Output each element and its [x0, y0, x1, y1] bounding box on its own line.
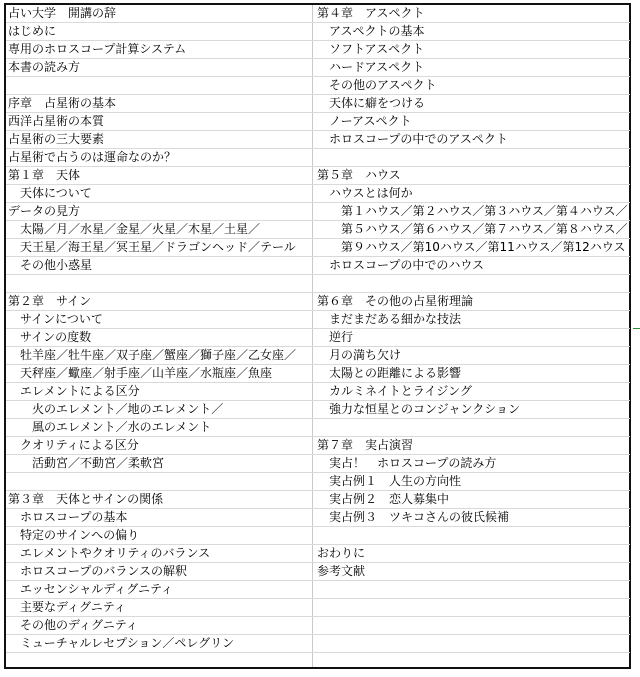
cell-right[interactable]: 天体に癖をつける [329, 96, 426, 110]
table-row [6, 77, 630, 95]
cell-left[interactable]: その他のディグニティ [20, 618, 138, 632]
cell-right[interactable]: 太陽との距離による影響 [329, 366, 462, 380]
table-row [6, 239, 630, 257]
cell-left[interactable]: エッセンシャルディグニティ [20, 582, 174, 596]
cell-left[interactable]: 火のエレメント／地のエレメント／ [32, 402, 224, 416]
cell-left[interactable]: 占星術の三大要素 [8, 132, 105, 146]
cell-left[interactable]: 特定のサインへの偏り [20, 528, 140, 542]
cell-right[interactable] [317, 527, 629, 544]
table-row [6, 113, 630, 131]
table-row [6, 617, 630, 635]
cell-right[interactable] [317, 581, 629, 598]
table-row [6, 185, 630, 203]
cell-left[interactable]: クオリティによる区分 [20, 438, 139, 452]
table-row [6, 365, 630, 383]
table-row [6, 545, 630, 563]
cell-left[interactable]: 第２章 サイン [8, 294, 92, 308]
table-row [6, 149, 630, 167]
cell-right[interactable] [317, 149, 629, 166]
cell-right[interactable]: 実占例３ ツキコさんの彼氏候補 [329, 510, 510, 524]
cell-left[interactable]: その他小惑星 [20, 258, 93, 272]
table-row [6, 95, 630, 113]
cell-left[interactable]: サインについて [20, 312, 103, 326]
cell-left[interactable]: 占星術で占うのは運命なのか？ [8, 150, 177, 164]
cell-right[interactable]: 第１ハウス／第２ハウス／第３ハウス／第４ハウス／ [341, 204, 628, 218]
cell-left[interactable]: 天体について [20, 186, 92, 200]
cell-right[interactable]: 第５章 ハウス [317, 168, 401, 182]
cell-left[interactable]: 西洋占星術の本質 [8, 114, 105, 128]
table-row [6, 599, 630, 617]
table-row [6, 509, 630, 527]
table-row [6, 329, 630, 347]
table-row [6, 563, 630, 581]
cell-right[interactable]: 月の満ち欠け [329, 348, 402, 362]
cell-left[interactable]: ホロスコープのバランスの解釈 [20, 564, 188, 578]
table-row [6, 221, 630, 239]
cell-right[interactable]: 第９ハウス／第10ハウス／第11ハウス／第12ハウス [341, 240, 626, 254]
table-row [6, 131, 630, 149]
cell-left[interactable]: 主要なディグニティ [20, 600, 126, 614]
table-row [6, 581, 630, 599]
cell-right[interactable]: まだまだある細かな技法 [329, 312, 462, 326]
table-row [6, 383, 630, 401]
table-row [6, 455, 630, 473]
table-row [6, 347, 630, 365]
cell-left[interactable]: 専用のホロスコープ計算システム [8, 42, 187, 56]
table-row [6, 23, 630, 41]
cell-left[interactable]: 風のエレメント／水のエレメント [32, 420, 212, 434]
cell-right[interactable]: 実占例２ 恋人募集中 [329, 492, 450, 506]
cell-left[interactable] [8, 473, 310, 490]
cell-left[interactable]: エレメントによる区分 [20, 384, 140, 398]
cell-right[interactable]: 第４章 アスペクト [317, 6, 425, 20]
cell-right[interactable]: 実占！ ホロスコープの読み方 [329, 456, 497, 470]
cell-left[interactable]: 牡羊座／牡牛座／双子座／蟹座／獅子座／乙女座／ [20, 348, 297, 362]
cell-left[interactable]: ミューチャルレセプション／ペレグリン [20, 636, 235, 650]
table-row [6, 257, 630, 275]
cell-left[interactable]: エレメントやクオリティのバランス [20, 546, 211, 560]
cell-left[interactable]: はじめに [8, 24, 57, 38]
cell-right[interactable]: 第５ハウス／第６ハウス／第７ハウス／第８ハウス／ [341, 222, 628, 236]
table-row [6, 293, 630, 311]
cell-right[interactable]: 実占例１ 人生の方向性 [329, 474, 462, 488]
table-row [6, 5, 630, 23]
table-row [6, 41, 630, 59]
cell-right[interactable]: 強力な恒星とのコンジャンクション [329, 402, 520, 416]
cell-right[interactable]: カルミネイトとライジング [329, 384, 472, 398]
cell-left[interactable]: 序章 占星術の基本 [8, 96, 117, 110]
cell-left[interactable]: データの見方 [8, 204, 81, 218]
cell-left[interactable]: 太陽／月／水星／金星／火星／木星／土星／ [20, 222, 261, 236]
cell-right[interactable] [317, 635, 629, 652]
cell-right[interactable] [317, 275, 629, 292]
cell-right[interactable]: ハードアスペクト [329, 60, 425, 74]
cell-right[interactable]: 第６章 その他の占星術理論 [317, 294, 474, 308]
cell-right[interactable]: ホロスコープの中でのアスペクト [329, 132, 508, 146]
table-row [6, 311, 630, 329]
table-row [6, 527, 630, 545]
cell-left[interactable]: 第３章 天体とサインの関係 [8, 492, 164, 506]
cell-right[interactable]: ホロスコープの中でのハウス [329, 258, 485, 272]
cell-right[interactable]: おわりに [317, 546, 366, 560]
cell-right[interactable] [317, 599, 629, 616]
table-row [6, 419, 630, 437]
cell-right[interactable]: ソフトアスペクト [329, 42, 425, 56]
table-row [6, 59, 630, 77]
cell-right[interactable] [317, 617, 629, 634]
cell-right[interactable]: 第７章 実占演習 [317, 438, 414, 452]
cell-left[interactable]: 占い大学 開講の辞 [8, 6, 117, 20]
cell-left[interactable]: 活動宮／不動宮／柔軟宮 [32, 456, 165, 470]
cell-left[interactable]: ホロスコープの基本 [20, 510, 128, 524]
cell-left[interactable]: 天王星／海王星／冥王星／ドラゴンヘッド／テール [20, 240, 296, 254]
table-row [6, 275, 630, 293]
cell-right[interactable]: ノーアスペクト [329, 114, 412, 128]
cell-right[interactable]: 参考文献 [317, 564, 366, 578]
cell-left[interactable] [8, 77, 310, 94]
cell-left[interactable]: 第１章 天体 [8, 168, 81, 182]
table-row [6, 167, 630, 185]
table-row [6, 401, 630, 419]
table-row [6, 437, 630, 455]
table-row [6, 635, 630, 653]
cell-right[interactable]: 逆行 [329, 330, 354, 344]
cell-left[interactable] [8, 275, 310, 292]
table-row [6, 473, 630, 491]
cell-right[interactable] [317, 419, 629, 436]
cell-left[interactable]: 本書の読み方 [8, 60, 81, 74]
table-row [6, 203, 630, 221]
cell-left[interactable]: 天秤座／蠍座／射手座／山羊座／水瓶座／魚座 [20, 366, 273, 380]
cell-right[interactable]: アスペクトの基本 [329, 24, 425, 38]
cell-right[interactable]: ハウスとは何か [329, 186, 413, 200]
toc-rows [6, 5, 630, 653]
cell-left[interactable]: サインの度数 [20, 330, 92, 344]
table-row [6, 491, 630, 509]
cell-right[interactable]: その他のアスペクト [329, 78, 437, 92]
